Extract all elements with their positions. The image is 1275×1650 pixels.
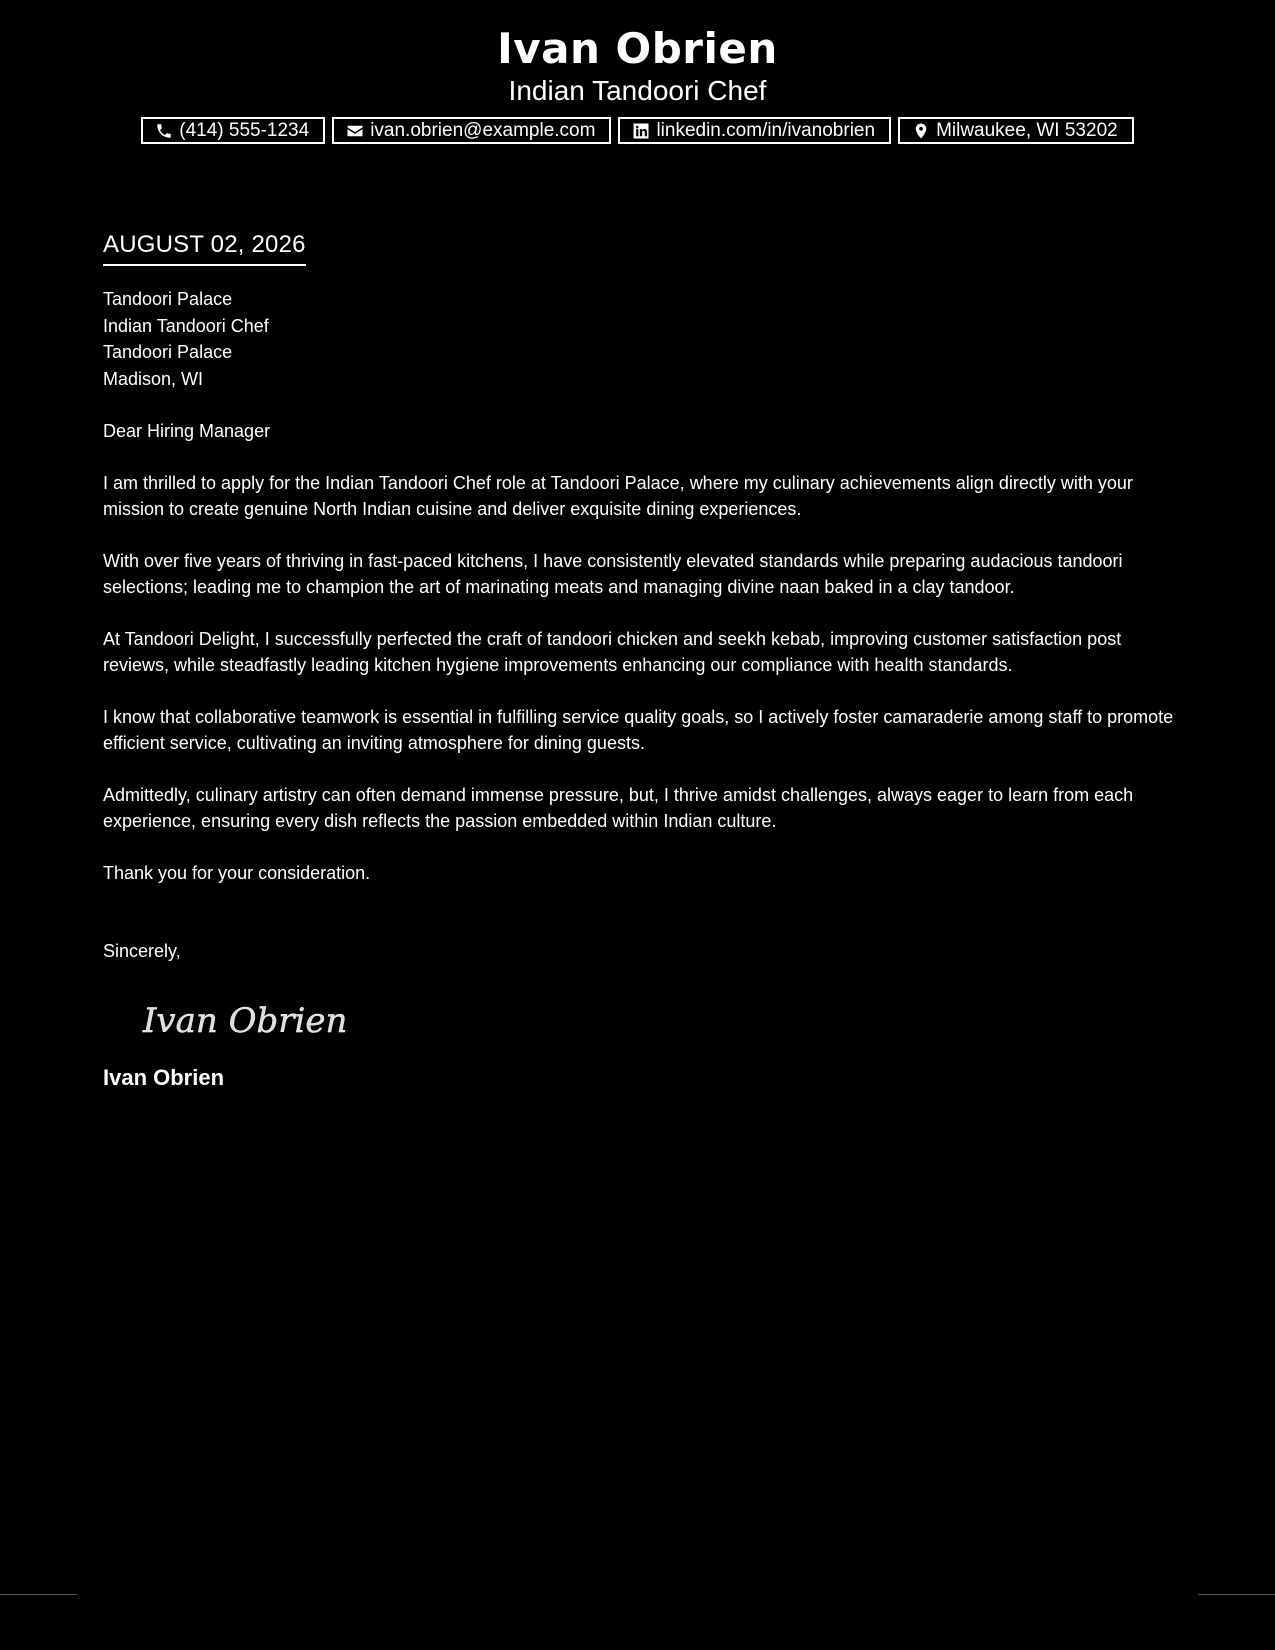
map-pin-icon bbox=[912, 122, 930, 140]
svg-text:Ivan Obrien: Ivan Obrien bbox=[143, 1001, 348, 1041]
recipient-position: Indian Tandoori Chef bbox=[103, 315, 269, 336]
contact-phone[interactable] bbox=[141, 117, 325, 144]
paragraph-4: I know that collaborative teamwork is essential in fulfilling service quality goals, so I actively foster camaraderie among staff to promote efficient service, cultivating an inviting atmosphere for dining guests. bbox=[103, 707, 1174, 753]
recipient-company: Tandoori Palace bbox=[103, 289, 233, 309]
envelope-icon bbox=[346, 122, 364, 140]
signer-name: Ivan Obrien bbox=[103, 1065, 225, 1090]
footer-rule-right bbox=[1198, 1594, 1275, 1595]
footer-rule-left bbox=[0, 1594, 77, 1595]
applicant-title: Indian Tandoori Chef bbox=[508, 75, 767, 106]
handwritten-signature bbox=[139, 994, 359, 1044]
paragraph-5: Admittedly, culinary artistry can often demand immense pressure, but, I thrive amidst challenges, always eager to learn from each experience, ensuring every dish reflects the passion embedded within Indian culture. bbox=[103, 785, 1134, 831]
closing: Sincerely, bbox=[103, 941, 181, 961]
contact-bar bbox=[0, 117, 1275, 144]
salutation: Dear Hiring Manager bbox=[103, 421, 271, 441]
contact-linkedin[interactable] bbox=[618, 117, 891, 144]
recipient-company-secondary: Tandoori Palace bbox=[103, 342, 233, 362]
paragraph-2: With over five years of thriving in fast-paced kitchens, I have consistently elevated standards while preparing audacious tandoori selections; leading me to champion the art of marinating meats and managing divine naan baked in a clay tandoor. bbox=[103, 551, 1123, 597]
phone-icon bbox=[155, 122, 173, 140]
contact-email[interactable] bbox=[332, 117, 611, 144]
letter-body bbox=[103, 228, 1175, 1093]
contact-location-text: Milwaukee, WI 53202 bbox=[936, 119, 1118, 141]
contact-linkedin-text: linkedin.com/in/ivanobrien bbox=[656, 119, 876, 141]
contact-email-text: ivan.obrien@example.com bbox=[370, 119, 596, 141]
contact-phone-text: (414) 555-1234 bbox=[179, 119, 310, 141]
paragraph-1: I am thrilled to apply for the Indian Tandoori Chef role at Tandoori Palace, where my culinary achievements align directly with your mission to create genuine North Indian cuisine and deliver exquisite dining experiences. bbox=[103, 473, 1133, 519]
recipient-block bbox=[103, 286, 1175, 392]
letter-header bbox=[0, 22, 1275, 144]
paragraph-thanks: Thank you for your consideration. bbox=[103, 863, 371, 883]
letter-date: AUGUST 02, 2026 bbox=[103, 228, 306, 266]
contact-location[interactable] bbox=[898, 117, 1134, 144]
paragraph-3: At Tandoori Delight, I successfully perfected the craft of tandoori chicken and seekh kebab, improving customer satisfaction post reviews, while steadfastly leading kitchen hygiene improvements enhancing our compliance with health standards. bbox=[103, 629, 1122, 675]
linkedin-icon bbox=[632, 122, 650, 140]
applicant-name: Ivan Obrien bbox=[497, 24, 778, 73]
recipient-location: Madison, WI bbox=[103, 368, 204, 389]
